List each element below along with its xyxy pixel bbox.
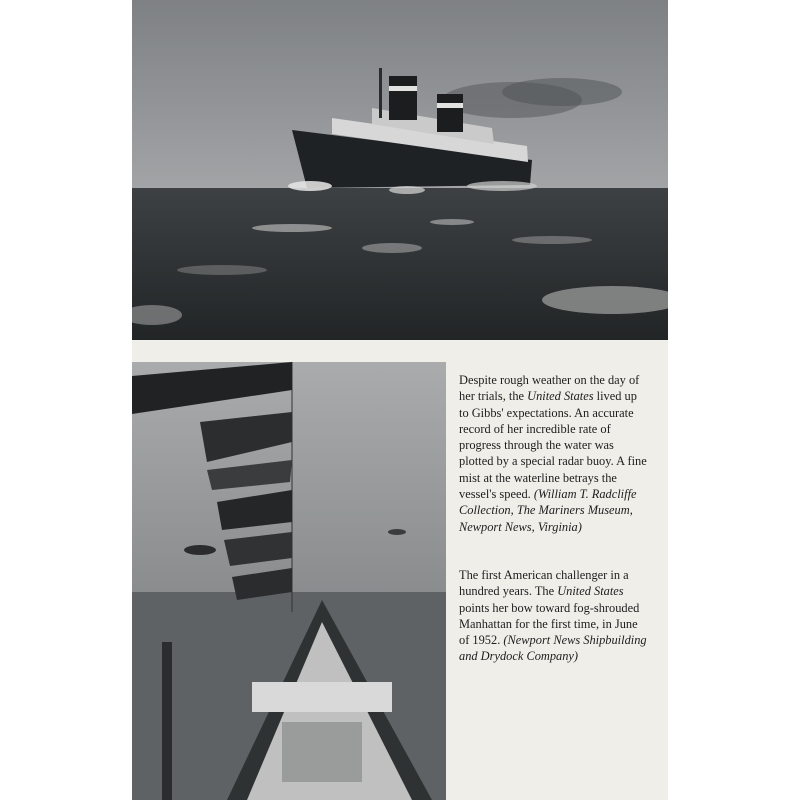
caption-2-ship-name: United States: [557, 584, 624, 599]
bow-flags-illustration: [132, 362, 446, 800]
caption-1-text-start: Despite rough weather on the day of her trials, the: [459, 373, 640, 404]
caption-1-text-end: lived up to Gibbs' expectations. An accurate record of her incredible rate of progress through the water was plotted by a special radar buoy. A fine mist at the waterline betrays the vessel's speed.: [459, 389, 647, 502]
caption-2-credit: (Newport News Shipbuilding and Drydock Company): [459, 633, 647, 664]
caption-first-challenger: [459, 567, 649, 665]
photo-liner-at-sea: [132, 0, 668, 340]
caption-2-text-end: points her bow toward fog-shrouded Manhattan for the first time, in June of 1952.: [459, 600, 640, 648]
liner-sea-illustration: [132, 0, 668, 340]
photo-bow-with-flags: [132, 362, 446, 800]
caption-liner-trials: [459, 372, 649, 535]
caption-2-text-start: The first American challenger in a hundred years. The: [459, 568, 629, 599]
caption-2-paragraph: [459, 567, 649, 665]
caption-1-ship-name: United States: [527, 389, 594, 404]
caption-1-credit: (William T. Radcliffe Collection, The Mariners Museum, Newport News, Virginia): [459, 487, 637, 534]
caption-1-paragraph: [459, 372, 649, 535]
